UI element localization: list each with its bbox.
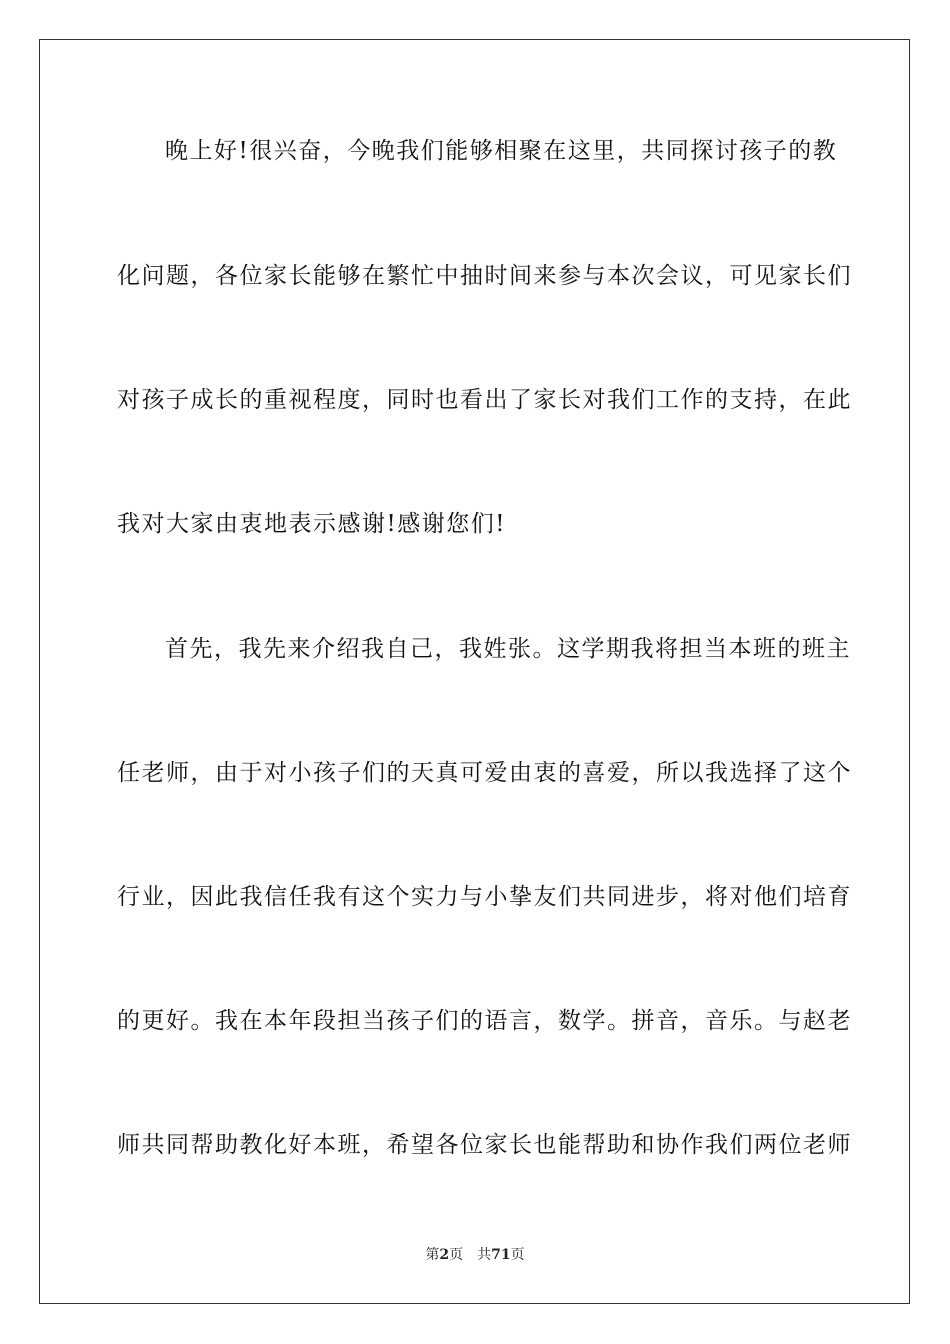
paragraph-1-line-4: 我对大家由衷地表示感谢!感谢您们! — [117, 511, 506, 537]
paragraph-2-line-2: 任老师，由于对小孩子们的天真可爱由衷的喜爱，所以我选择了这个 — [117, 760, 852, 786]
footer-total-pages: 71 — [491, 1247, 511, 1263]
footer-page-number: 2 — [439, 1247, 450, 1263]
footer-page-suffix: 页 — [449, 1247, 464, 1263]
paragraph-1-line-3: 对孩子成长的重视程度，同时也看出了家长对我们工作的支持，在此 — [117, 387, 852, 413]
page-footer — [0, 1246, 950, 1264]
paragraph-2-line-3: 行业，因此我信任我有这个实力与小挚友们共同进步，将对他们培育 — [117, 884, 852, 910]
page-border — [39, 39, 910, 1304]
footer-total-suffix: 页 — [510, 1247, 525, 1263]
paragraph-1-line-1: 晚上好!很兴奋，今晚我们能够相聚在这里，共同探讨孩子的教 — [165, 138, 838, 164]
footer-page-prefix: 第 — [425, 1247, 440, 1263]
paragraph-2-line-4: 的更好。我在本年段担当孩子们的语言，数学。拼音，音乐。与赵老 — [117, 1008, 852, 1034]
paragraph-2-line-5: 师共同帮助教化好本班，希望各位家长也能帮助和协作我们两位老师 — [117, 1132, 852, 1158]
paragraph-1-line-2: 化问题，各位家长能够在繁忙中抽时间来参与本次会议，可见家长们 — [117, 263, 852, 289]
footer-total-prefix: 共 — [477, 1247, 492, 1263]
paragraph-2-line-1: 首先，我先来介绍我自己，我姓张。这学期我将担当本班的班主 — [165, 636, 851, 662]
